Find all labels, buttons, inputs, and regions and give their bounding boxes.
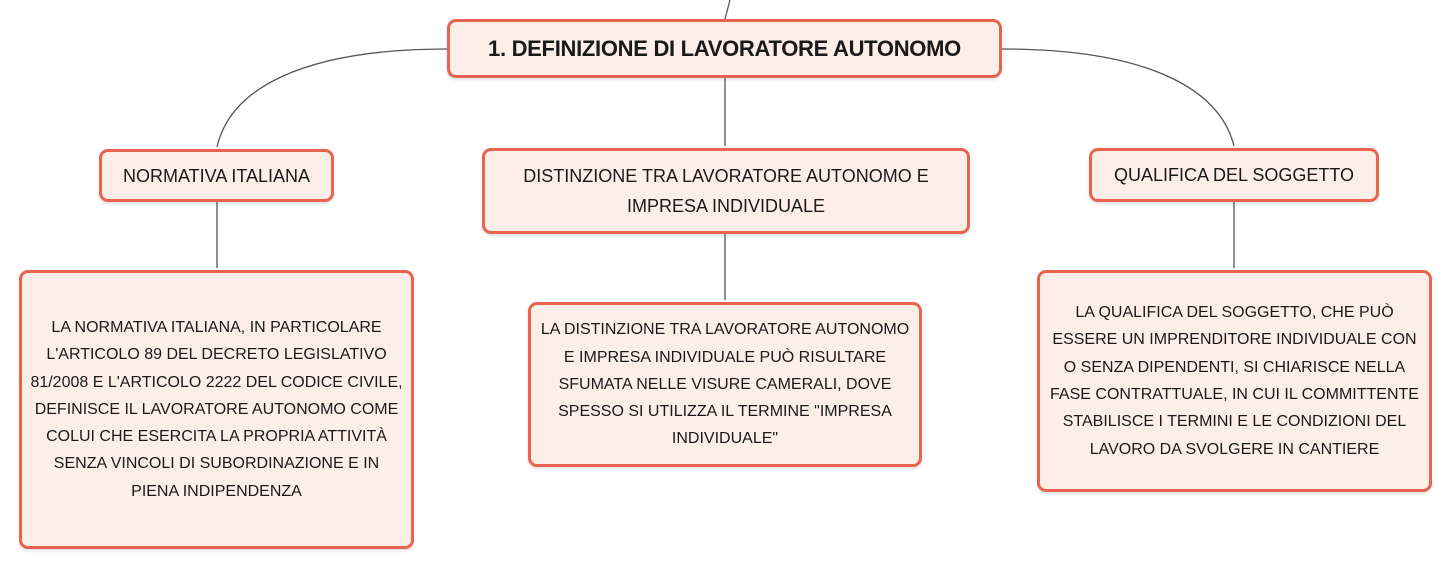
detail-node-distinzione[interactable] xyxy=(528,302,922,467)
detail-node-text: LA NORMATIVA ITALIANA, IN PARTICOLARE L'ARTICOLO 89 DEL DECRETO LEGISLATIVO 81/2008 E L'ARTICOLO 2222 DEL CODICE CIVILE, DEFINISCE IL LAVORATORE AUTONOMO COME COLUI CHE ESERCITA LA PROPRIA ATTIVITÀ SENZA VINCOLI DI SUBORDINAZIONE E IN PIENA INDIPENDENZA xyxy=(30,318,403,500)
topic-node-label: QUALIFICA DEL SOGGETTO xyxy=(1113,165,1355,185)
topic-node-label: NORMATIVA ITALIANA xyxy=(122,165,311,186)
detail-node-qualifica-soggetto[interactable] xyxy=(1037,270,1432,492)
topic-node-label: DISTINZIONE TRA LAVORATORE AUTONOMO E IMPRESA INDIVIDUALE xyxy=(523,166,929,216)
connector-root-to-topic-right xyxy=(1002,49,1234,146)
detail-node-text: LA DISTINZIONE TRA LAVORATORE AUTONOMO E IMPRESA INDIVIDUALE PUÒ RISULTARE SFUMATA NELLE VISURE CAMERALI, DOVE SPESSO SI UTILIZZA IL TERMINE "IMPRESA INDIVIDUALE" xyxy=(540,321,910,448)
topic-node-qualifica-soggetto[interactable] xyxy=(1089,148,1379,202)
connector-parent-to-root xyxy=(725,0,730,19)
topic-node-normativa-italiana[interactable] xyxy=(99,149,334,202)
detail-node-normativa-italiana[interactable] xyxy=(19,270,414,549)
topic-node-distinzione[interactable] xyxy=(482,148,970,234)
root-node-label: 1. DEFINIZIONE DI LAVORATORE AUTONOMO xyxy=(488,35,961,61)
detail-node-text: LA QUALIFICA DEL SOGGETTO, CHE PUÒ ESSERE UN IMPRENDITORE INDIVIDUALE CON O SENZA DIPENDENTI, SI CHIARISCE NELLA FASE CONTRATTUALE, IN CUI IL COMMITTENTE STABILISCE I TERMINI E LE CONDIZIONI DEL LAVORO DA SVOLGERE IN CANTIERE xyxy=(1050,304,1419,458)
root-node[interactable] xyxy=(447,19,1002,78)
connector-root-to-topic-left xyxy=(217,49,447,147)
